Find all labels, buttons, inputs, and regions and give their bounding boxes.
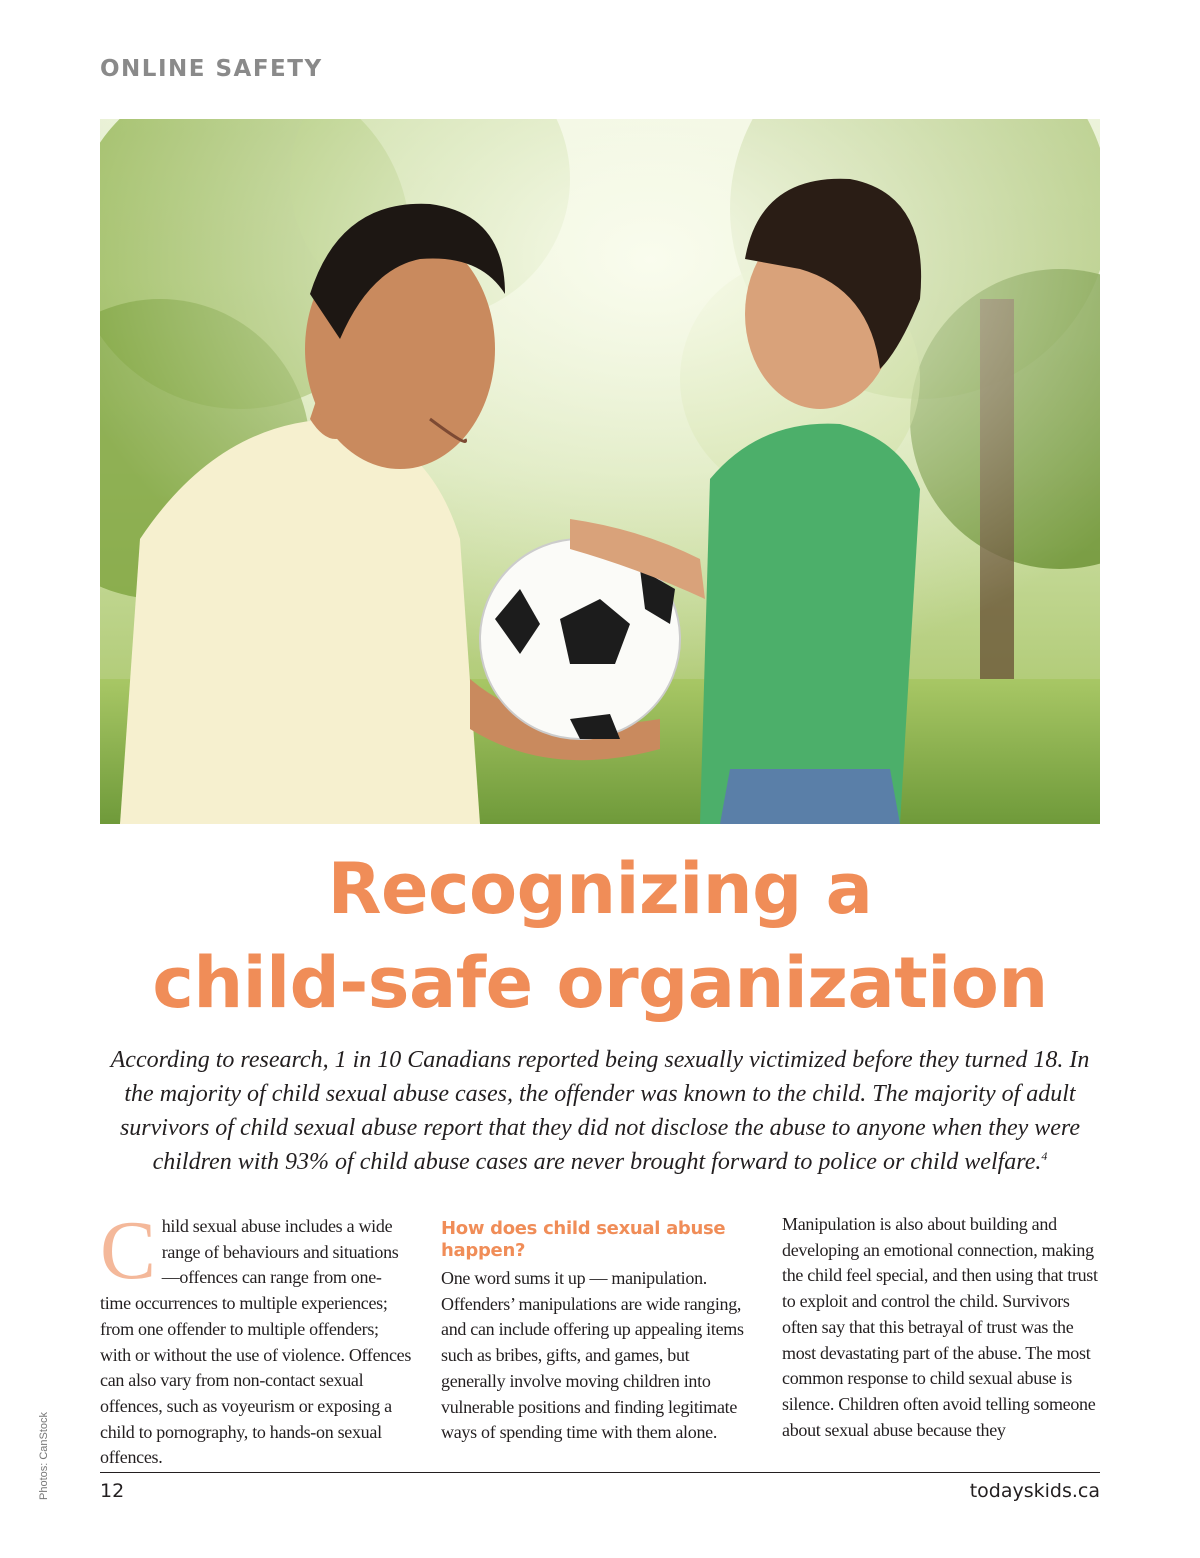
column-3-text: Manipulation is also about building and developing an emotional connection, making the child feel special, and then using that trust to exploit and control the child. Survivors often say that this betrayal of trust was the most devastating part of the abuse. The most common response to child sexual abuse is silence. Children often avoid telling someone about sexual abuse because they <box>782 1214 1098 1440</box>
intro-footnote-marker: 4 <box>1041 1149 1048 1163</box>
column-2-text: One word sums it up — manipulation. Offenders’ manipulations are wide ranging, and can include offering up appealing items such as bribes, gifts, and games, but generally involve moving children into vulnerable positions and finding legitimate ways of spending time with them alone. <box>441 1268 744 1443</box>
page-number: 12 <box>100 1480 125 1502</box>
article-column-2 <box>441 1218 756 1446</box>
hero-illustration <box>100 119 1100 824</box>
photo-credit: Photos: CanStock <box>38 1411 50 1500</box>
column-2-subhead: How does child sexual abuse happen? <box>441 1218 726 1261</box>
article-column-3 <box>782 1212 1100 1443</box>
footer-divider <box>100 1472 1100 1473</box>
section-label: ONLINE SAFETY <box>100 56 323 82</box>
article-title-line1: Recognizing a <box>327 848 873 930</box>
article-intro <box>100 1043 1100 1179</box>
site-url[interactable]: todayskids.ca <box>969 1480 1100 1502</box>
article-intro-text: According to research, 1 in 10 Canadians reported being sexually victimized before they turned 18. In the majority of child sexual abuse cases, the offender was known to the child. The majority of adult survivors of child sexual abuse report that they did not disclose the abuse to anyone when they were children with 93% of child abuse cases are never brought forward to police or child welfare. <box>110 1047 1090 1175</box>
drop-cap: C <box>100 1204 156 1297</box>
article-title-line2: child-safe organization <box>152 942 1048 1024</box>
article-column-1 <box>100 1204 412 1471</box>
article-title <box>100 842 1100 1030</box>
hero-photo <box>100 119 1100 824</box>
column-1-text: hild sexual abuse includes a wide range of behaviours and situations—offences can range from one-time occurrences to multiple experiences; from one offender to multiple offenders; with or without the use of violence. Offences can also vary from non-contact sexual offences, such as voyeurism or exposing a child to pornography, to hands-on sexual offences. <box>100 1216 412 1468</box>
